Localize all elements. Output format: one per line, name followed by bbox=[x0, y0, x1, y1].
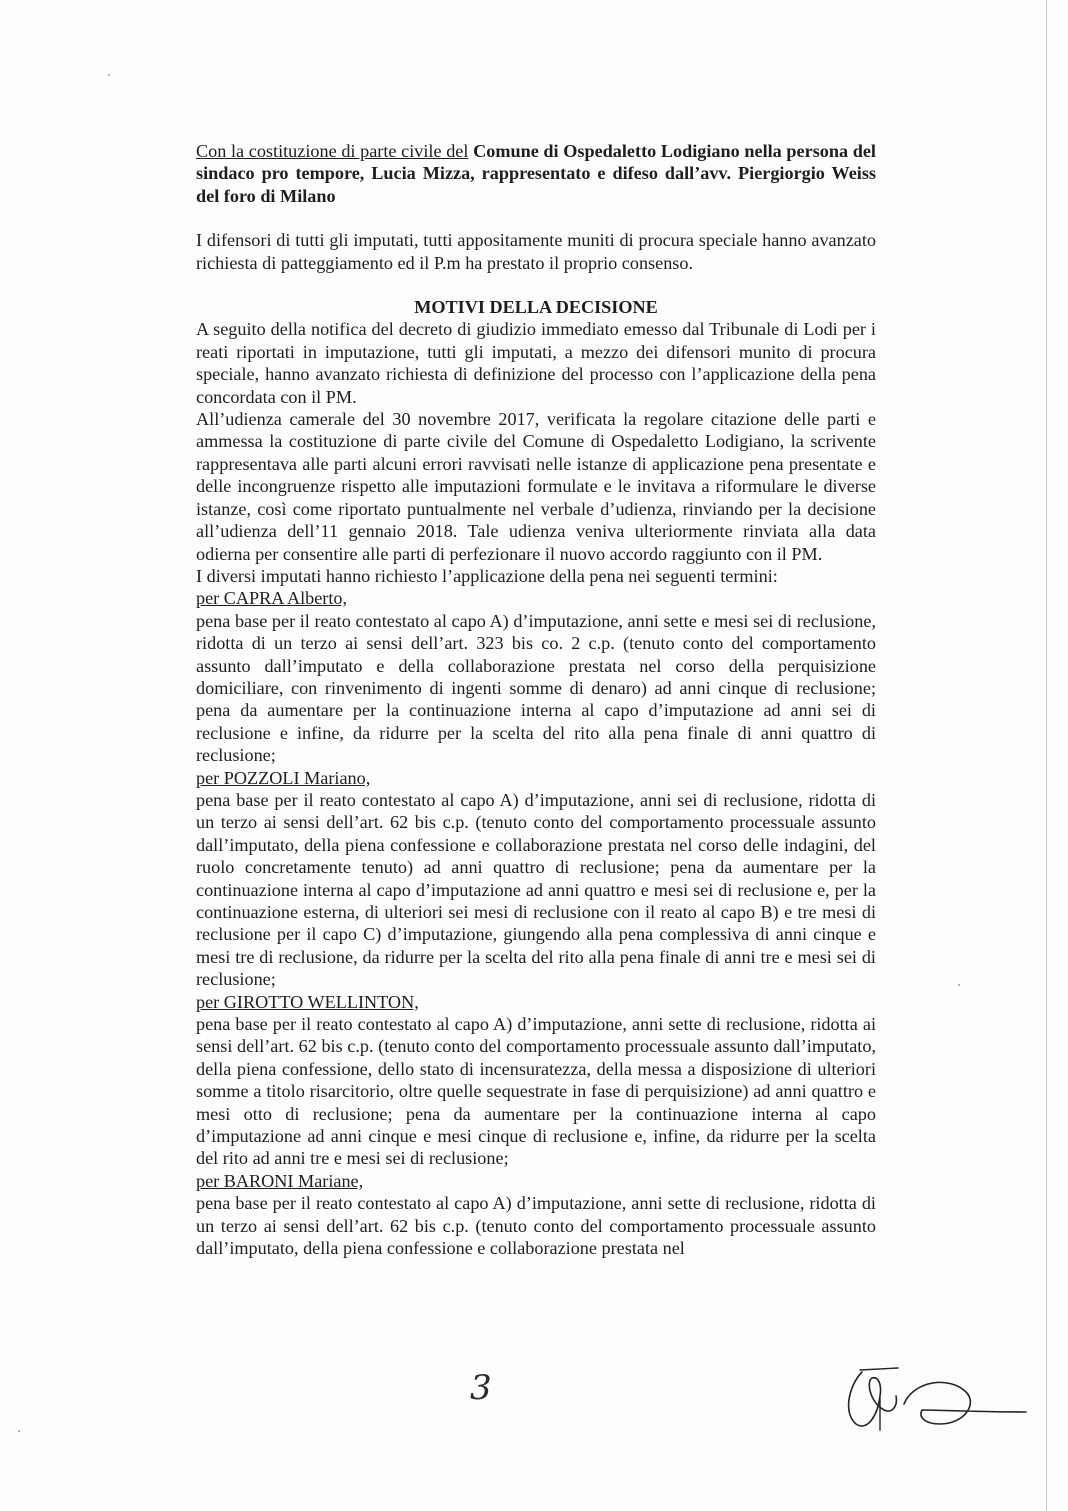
document-body bbox=[196, 140, 876, 1260]
civil-party-name: Comune di Ospedaletto Lodigiano nella persona del sindaco pro tempore, Lucia Mizza, rappresentato e difeso dall’avv. Piergiorgio Weiss del foro di Milano bbox=[196, 141, 876, 206]
defendant-text-pozzoli: pena base per il reato contestato al capo A) d’imputazione, anni sei di reclusione, ridotta di un terzo ai sensi dell’art. 62 bis c.p. (tenuto conto del comportamento processuale assunto dall’imputato, della piena confessione e collaborazione prestata nel corso delle indagini, del ruolo concretamente tenuto) ad anni quattro di reclusione; pena da aumentare per la continuazione interna al capo d’imputazione ad anni quattro e mesi sei di reclusione e, per la continuazione esterna, di ulteriori sei mesi di reclusione con il reato al capo B) e tre mesi di reclusione per il capo C) d’imputazione, giungendo alla pena complessiva di anni cinque e mesi tre di reclusione, da ridurre per la scelta del rito alla pena finale di anni tre e mesi sei di reclusione; bbox=[196, 789, 876, 990]
handwritten-signature bbox=[840, 1362, 1030, 1442]
defendant-name-pozzoli: per POZZOLI Mariano, bbox=[196, 767, 371, 788]
defense-request-paragraph: I difensori di tutti gli imputati, tutti appositamente muniti di procura speciale hanno avanzato richiesta di patteggiamento ed il P.m ha prestato il proprio consenso. bbox=[196, 230, 876, 273]
civil-party-paragraph bbox=[196, 140, 876, 207]
defendant-name-baroni: per BARONI Mariane, bbox=[196, 1170, 364, 1191]
terms-intro: I diversi imputati hanno richiesto l’applicazione della pena nei seguenti termini: bbox=[196, 565, 778, 586]
notification-paragraph: A seguito della notifica del decreto di giudizio immediato emesso dal Tribunale di Lodi per i reati riportati in imputazione, tutti gli imputati, a mezzo dei difensori munito di procura speciale, hanno avanzato richiesta di definizione del processo con l’applicazione della pena concordata con il PM. bbox=[196, 319, 876, 407]
page-number: 3 bbox=[470, 1368, 492, 1408]
section-heading: MOTIVI DELLA DECISIONE bbox=[414, 297, 658, 318]
defendant-text-girotto: pena base per il reato contestato al capo A) d’imputazione, anni sette di reclusione, ridotta ai sensi dell’art. 62 bis c.p. (tenuto conto del comportamento processuale assunto dall’imputato, della piena confessione, dello stato di incensuratezza, della messa a disposizione di ulteriori somme a titolo risarcitorio, oltre quelle sequestrate in fase di perquisizione) ad anni quattro e mesi otto di reclusione; pena da aumentare per la continuazione interna al capo d’imputazione ad anni cinque e mesi cinque di reclusione e, infine, da ridurre per la scelta del rito ad anni tre e mesi sei di reclusione; bbox=[196, 1014, 876, 1169]
scan-speck bbox=[18, 1430, 20, 1432]
scan-speck bbox=[958, 984, 960, 986]
defendant-text-baroni: pena base per il reato contestato al capo A) d’imputazione, anni sette di reclusione, ridotta di un terzo ai sensi dell’art. 62 bis c.p. (tenuto conto del comportamento processuale assunto dall’imputato, della piena confessione e collaborazione prestata nel bbox=[196, 1193, 876, 1259]
page-edge bbox=[1046, 0, 1047, 1511]
defendant-text-capra: pena base per il reato contestato al capo A) d’imputazione, anni sette e mesi sei di reclusione, ridotta di un terzo ai sensi dell’art. 323 bis co. 2 c.p. (tenuto conto del comportamento assunto dall’imputato e della collaborazione prestata nel corso della perquisizione domiciliare, con rinvenimento di ingenti somme di denaro) ad anni cinque di reclusione; pena da aumentare per la continuazione interna al capo d’imputazione ad anni sei di reclusione e infine, da ridurre per la scelta del rito alla pena finale di anni quattro di reclusione; bbox=[196, 610, 876, 766]
defendant-name-capra: per CAPRA Alberto, bbox=[196, 588, 348, 609]
civil-party-intro: Con la costituzione di parte civile del bbox=[196, 141, 469, 161]
hearing-paragraph: All’udienza camerale del 30 novembre 2017, verificata la regolare citazione delle parti e ammessa la costituzione di parte civile del Comune di Ospedaletto Lodigiano, la scrivente rappresentava alle parti alcuni errori ravvisati nelle istanze di applicazione pena presentate e delle incongruenze rispetto alle imputazioni formulate e le invitava a riformulare le diverse istanze, così come riportato puntualmente nel verbale d’udienza, rinviando per la decisione all’udienza dell’11 gennaio 2018. Tale udienza veniva ulteriormente rinviata alla data odierna per consentire alle parti di perfezionare il nuovo accordo raggiunto con il PM. bbox=[196, 409, 876, 564]
defendant-name-girotto: per GIROTTO WELLINTON, bbox=[196, 991, 419, 1012]
scan-speck bbox=[108, 74, 110, 76]
